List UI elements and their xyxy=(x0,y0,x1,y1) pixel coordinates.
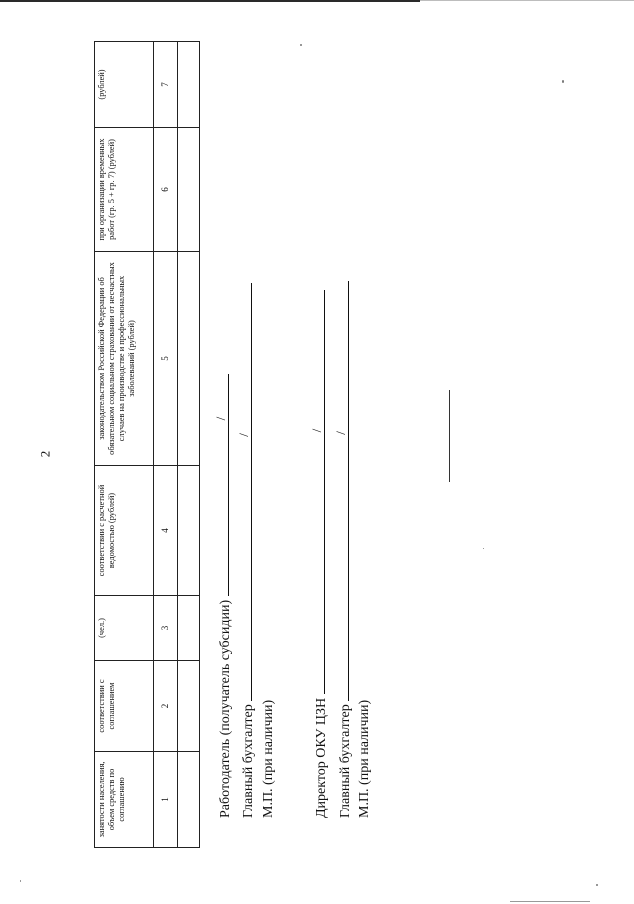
column-number-cell: 7 xyxy=(154,42,178,128)
subsidy-table xyxy=(94,41,200,848)
signature-slash: / xyxy=(236,433,251,437)
chief-accountant-label-2: Главный бухгалтер xyxy=(338,704,353,818)
signature-underline xyxy=(213,374,229,596)
empty-cell xyxy=(178,466,200,596)
empty-cell xyxy=(178,752,200,848)
table-header-row xyxy=(95,42,154,848)
chief-accountant-signature-line-2 xyxy=(333,281,353,818)
column-number-cell: 2 xyxy=(154,661,178,752)
empty-data-row xyxy=(178,42,200,848)
header-cell: при организации временных работ (гр. 5 + гр. 7) (рублей) xyxy=(95,128,154,252)
column-number-row xyxy=(154,42,178,848)
director-label: Директор ОКУ ЦЗН xyxy=(314,697,329,818)
empty-cell xyxy=(178,661,200,752)
decorative-vertical-line xyxy=(449,390,450,482)
header-cell: (рублей) xyxy=(95,42,154,128)
signature-slash: / xyxy=(309,428,324,433)
column-number-cell: 1 xyxy=(154,752,178,848)
scan-speck xyxy=(300,44,302,46)
stamp-label-2: М.П. (при наличии) xyxy=(357,699,372,818)
empty-cell xyxy=(178,252,200,466)
header-cell: законодательством Российской Федерации об обязательном социальном страховании от несчастных случаев на производстве и профессиональных заболеваний (рублей) xyxy=(95,252,154,466)
scan-speck xyxy=(483,548,484,549)
signature-underline xyxy=(236,283,252,701)
column-number-cell: 5 xyxy=(154,252,178,466)
employer-label: Работодатель (получатель субсидии) xyxy=(218,599,233,818)
empty-cell xyxy=(178,128,200,252)
page-number: 2 xyxy=(37,450,53,458)
director-signature-line xyxy=(309,290,329,818)
chief-accountant-signature-line xyxy=(236,283,256,818)
column-number-cell: 3 xyxy=(154,596,178,661)
signature-slash: / xyxy=(213,416,228,421)
signature-slash: / xyxy=(333,431,348,435)
stamp-label-1: М.П. (при наличии) xyxy=(261,699,276,818)
chief-accountant-label: Главный бухгалтер xyxy=(241,704,256,818)
header-cell: занятости населения, объем средств по соглашению xyxy=(95,752,154,848)
column-number-cell: 6 xyxy=(154,128,178,252)
employer-signature-line xyxy=(213,374,233,818)
empty-cell xyxy=(178,596,200,661)
empty-cell xyxy=(178,42,200,128)
header-cell: соответствии с соглашением xyxy=(95,661,154,752)
scan-bottom-mark xyxy=(510,901,590,902)
scan-speck xyxy=(20,880,21,882)
header-cell: соответствии с расчетной ведомостью (рублей) xyxy=(95,466,154,596)
column-number-cell: 4 xyxy=(154,466,178,596)
scan-speck xyxy=(596,884,598,886)
scan-speck xyxy=(562,80,564,83)
signature-underline xyxy=(333,281,349,701)
signature-underline xyxy=(309,290,325,694)
header-cell: (чел.) xyxy=(95,596,154,661)
